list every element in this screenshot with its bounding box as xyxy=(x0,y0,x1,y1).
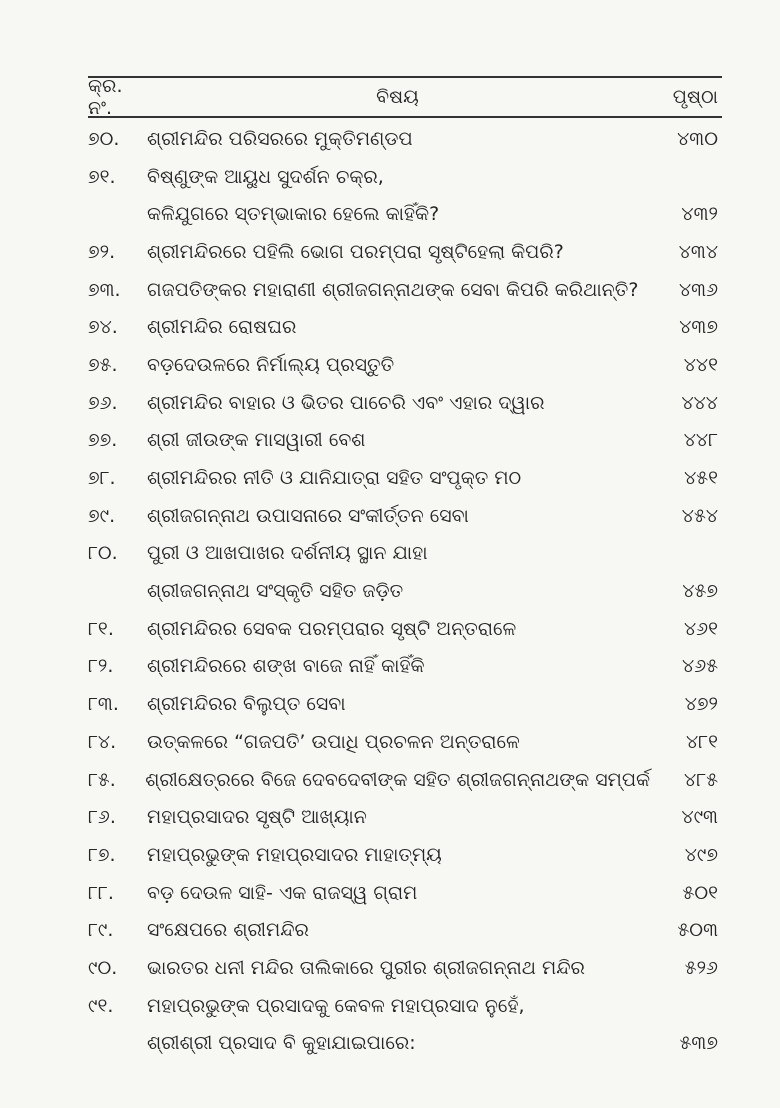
toc-entry xyxy=(88,723,722,761)
entry-title: ମହାପ୍ରଭୁଙ୍କ ପ୍ରସାଦକୁ କେବଳ ମହାପ୍ରସାଦ ନୁହେଁ, xyxy=(147,994,525,1017)
entry-page: ୪୮୧ xyxy=(686,730,718,753)
entry-page: ୫୨୬ xyxy=(684,956,718,979)
toc-entry-line xyxy=(88,233,722,271)
entry-page: ୪୬୫ xyxy=(682,655,718,678)
entry-title: ଶ୍ରୀମନ୍ଦିର ବାହାର ଓ ଭିତର ପାଚେରି ଏବଂ ଏହାର ଦ୍ୱାର xyxy=(147,391,545,414)
entry-title: ବଡ଼ଦେଉଳରେ ନିର୍ମାଲ୍ୟ ପ୍ରସ୍ତୁତି xyxy=(147,353,395,376)
entry-title: ଶ୍ରୀକ୍ଷେତ୍ରରେ ବିଜେ ଦେବଦେବୀଙ୍କ ସହିତ ଶ୍ରୀଜଗନ୍ନାଥଙ୍କ ସମ୍ପର୍କ xyxy=(145,768,651,791)
entry-number: ୭୬. xyxy=(88,391,118,414)
entry-page: ୪୩୪ xyxy=(678,240,718,263)
toc-entry-line xyxy=(88,761,722,799)
entry-page: ୪୫୪ xyxy=(681,504,718,527)
entry-page: ୪୪୪ xyxy=(681,391,718,414)
toc-entry-line xyxy=(88,911,722,949)
entry-page: ୫୦୧ xyxy=(682,881,718,904)
entry-page: ୪୩୨ xyxy=(681,203,718,226)
toc-entry xyxy=(88,271,722,309)
entry-page: ୪୩୬ xyxy=(678,278,718,301)
entry-page: ୫୦୩ xyxy=(677,919,718,942)
entry-title: ଶ୍ରୀମନ୍ଦିର ପରିସରରେ ମୁକ୍ତିମଣ୍ଡପ xyxy=(147,127,413,150)
toc-entries xyxy=(88,120,722,1062)
entry-number: ୭୭. xyxy=(88,429,118,452)
header-page: ପୃଷ୍ଠା xyxy=(672,86,718,108)
toc-entry-line xyxy=(88,1025,722,1063)
toc-entry-line xyxy=(88,308,722,346)
toc-entry-line xyxy=(88,384,722,422)
toc-entry-line xyxy=(88,798,722,836)
entry-number: ୮୫. xyxy=(88,768,116,791)
toc-entry-line xyxy=(88,987,722,1025)
toc-entry xyxy=(88,874,722,912)
entry-title: ପୁରୀ ଓ ଆଖପାଖର ଦର୍ଶନୀୟ ସ୍ଥାନ ଯାହା xyxy=(147,542,428,565)
entry-number: ୮୧. xyxy=(88,617,114,640)
entry-number: ୭୦. xyxy=(88,127,120,150)
entry-page: ୪୪୮ xyxy=(683,429,718,452)
entry-title: ସଂକ୍ଷେପରେ ଶ୍ରୀମନ୍ଦିର xyxy=(147,919,309,942)
entry-number: ୭୨. xyxy=(88,240,116,263)
entry-page: ୪୮୫ xyxy=(684,768,718,791)
entry-page: ୪୪୧ xyxy=(683,353,718,376)
toc-entry xyxy=(88,911,722,949)
toc-entry-line xyxy=(88,422,722,460)
entry-number: ୮୭. xyxy=(88,843,116,866)
toc-entry xyxy=(88,836,722,874)
entry-page: ୪୫୧ xyxy=(684,467,718,490)
toc-entry xyxy=(88,346,722,384)
toc-entry xyxy=(88,648,722,686)
entry-title: କଳିଯୁଗରେ ସ୍ତମ୍ଭାକାର ହେଲେ କାହିଁକି? xyxy=(147,203,440,226)
entry-number: ୮୨. xyxy=(88,655,114,678)
toc-entry xyxy=(88,949,722,987)
entry-number: ୮୮. xyxy=(88,881,114,904)
entry-title: ଶ୍ରୀ ଜୀଉଙ୍କ ମାସୱାରୀ ବେଶ xyxy=(147,429,366,452)
toc-entry-line xyxy=(88,949,722,987)
entry-page: ୪୯୭ xyxy=(684,843,718,866)
entry-number: ୮୯. xyxy=(88,919,114,942)
entry-title: ବଡ଼ ଦେଉଳ ସାହି- ଏକ ରାଜସ୍ୱ ଗ୍ରାମ xyxy=(147,881,418,904)
toc-entry xyxy=(88,685,722,723)
entry-title: ଶ୍ରୀଜଗନ୍ନାଥ ଉପାସନାରେ ସଂକୀର୍ତ୍ତନ ସେବା xyxy=(147,504,469,527)
toc-entry-line xyxy=(88,723,722,761)
entry-number: ୭୩. xyxy=(88,278,121,301)
table-of-contents xyxy=(88,76,722,1062)
entry-title: ଭାରତର ଧନୀ ମନ୍ଦିର ତାଲିକାରେ ପୁରୀର ଶ୍ରୀଜଗନ୍ନାଥ ମନ୍ଦିର xyxy=(147,956,585,979)
entry-title: ଶ୍ରୀମନ୍ଦିର ରୋଷଘର xyxy=(147,316,297,339)
entry-number: ୯୧. xyxy=(88,994,114,1017)
toc-entry-line xyxy=(88,497,722,535)
toc-entry-line xyxy=(88,685,722,723)
entry-page: ୫୩୭ xyxy=(679,1032,718,1055)
toc-header xyxy=(88,75,722,119)
entry-number: ୮୩. xyxy=(88,693,119,716)
entry-number: ୭୯. xyxy=(88,504,116,527)
toc-entry-line xyxy=(88,535,722,573)
toc-entry-line xyxy=(88,836,722,874)
entry-number: ୭୧. xyxy=(88,165,116,188)
toc-entry xyxy=(88,233,722,271)
toc-entry xyxy=(88,308,722,346)
toc-entry-line xyxy=(88,271,722,309)
entry-page: ୪୩୭ xyxy=(679,316,718,339)
entry-title: ଶ୍ରୀମନ୍ଦିରର ବିଲୁପ୍ତ ସେବା xyxy=(147,693,346,716)
entry-number: ୮୦. xyxy=(88,542,118,565)
toc-entry xyxy=(88,459,722,497)
entry-page: ୪୫୭ xyxy=(682,580,718,603)
toc-entry-line xyxy=(88,195,722,233)
toc-entry-line xyxy=(88,158,722,196)
header-number: କ୍ର. ନଂ. xyxy=(88,75,123,119)
toc-entry-line xyxy=(88,648,722,686)
toc-entry xyxy=(88,761,722,799)
entry-title: ଶ୍ରୀଜଗନ୍ନାଥ ସଂସ୍କୃତି ସହିତ ଜଡ଼ିତ xyxy=(147,580,404,603)
toc-entry xyxy=(88,798,722,836)
toc-entry xyxy=(88,535,722,610)
entry-page: ୪୬୧ xyxy=(683,617,718,640)
entry-title: ଶ୍ରୀଶ୍ରୀ ପ୍ରସାଦ ବି କୁହାଯାଇପାରେ: xyxy=(147,1032,416,1055)
entry-number: ୭୪. xyxy=(88,316,118,339)
entry-page: ୪୩୦ xyxy=(677,127,718,150)
toc-entry-line xyxy=(88,610,722,648)
toc-entry-line xyxy=(88,459,722,497)
entry-title: ଶ୍ରୀମନ୍ଦିରରେ ଶଙ୍ଖ ବାଜେ ନାହିଁ କାହିଁକି xyxy=(147,655,425,678)
header-rule xyxy=(88,116,722,118)
entry-number: ୮୪. xyxy=(88,730,117,753)
entry-title: ଶ୍ରୀମନ୍ଦିରର ନୀତି ଓ ଯାନିଯାତ୍ରା ସହିତ ସଂପୃକ୍ତ ମଠ xyxy=(147,467,522,490)
toc-entry-line xyxy=(88,874,722,912)
toc-entry-line xyxy=(88,120,722,158)
toc-entry xyxy=(88,497,722,535)
entry-title: ଶ୍ରୀମନ୍ଦିରର ସେବକ ପରମ୍ପରାର ସୃଷ୍ଟି ଅନ୍ତରାଳେ xyxy=(147,617,517,640)
toc-entry xyxy=(88,987,722,1062)
toc-entry-line xyxy=(88,346,722,384)
entry-number: ୮୬. xyxy=(88,806,116,829)
entry-title: ବିଷ୍ଣୁଙ୍କ ଆୟୁଧ ସୁଦର୍ଶନ ଚକ୍ର, xyxy=(147,165,384,188)
toc-entry-line xyxy=(88,572,722,610)
entry-page: ୪୯୩ xyxy=(681,806,718,829)
toc-entry xyxy=(88,610,722,648)
toc-entry xyxy=(88,158,722,233)
entry-title: ମହାପ୍ରଭୁଙ୍କ ମହାପ୍ରସାଦର ମାହାତ୍ମ୍ୟ xyxy=(147,843,442,866)
toc-entry xyxy=(88,422,722,460)
toc-entry xyxy=(88,384,722,422)
toc-entry xyxy=(88,120,722,158)
entry-title: ଶ୍ରୀମନ୍ଦିରରେ ପହିଲି ଭୋଗ ପରମ୍ପରା ସୃଷ୍ଟିହେଲା କିପରି? xyxy=(147,240,564,263)
entry-number: ୭୫. xyxy=(88,353,118,376)
entry-title: ମହାପ୍ରସାଦର ସୃଷ୍ଟି ଆଖ୍ୟାନ xyxy=(147,806,367,829)
entry-number: ୭୮. xyxy=(88,467,116,490)
entry-title: ଗଜପତିଙ୍କର ମହାରାଣୀ ଶ୍ରୀଜଗନ୍ନାଥଙ୍କ ସେବା କିପରି କରିଥାନ୍ତି? xyxy=(147,278,639,301)
entry-page: ୪୭୨ xyxy=(684,693,718,716)
entry-number: ୯୦. xyxy=(88,956,118,979)
header-subject: ବିଷୟ xyxy=(376,86,419,108)
entry-title: ଉତ୍କଳରେ “ଗଜପତି’ ଉପାଧି ପ୍ରଚଳନ ଅନ୍ତରାଳେ xyxy=(147,730,520,753)
